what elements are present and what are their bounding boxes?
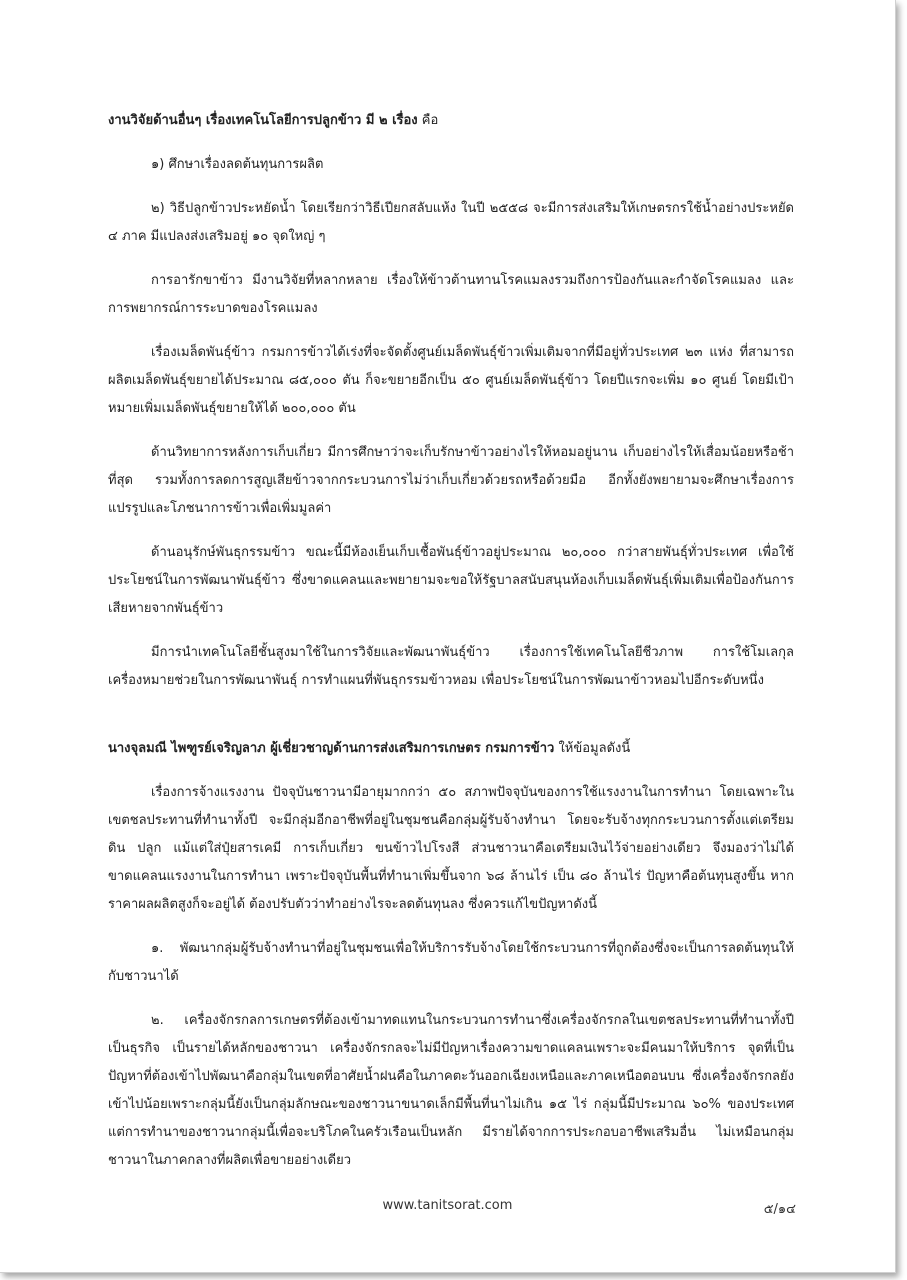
paragraph-labor-hiring: เรื่องการจ้างแรงงาน ปัจจุบันชาวนามีอายุมากกว่า ๕๐ สภาพปัจจุบันของการใช้แรงงานในการทำนา โดยเฉพาะในเขตชลประทานที่ทำนาทั้งปี จะมีกลุ่มอีกอาชีพที่อยู่ในชุมชนคือกลุ่มผู้รับจ้างทำนา โดยจะรับจ้างทุกกระบวนการตั้งแต่เตรียมดิน ปลูก แม้แต่ใส่ปุ๋ยสารเคมี การเก็บเกี่ยว ขนข้าวไปโรงสี ส่วนชาวนาคือเตรียมเงินไว้จ่ายอย่างเดียว จึงมองว่าไม่ได้ขาดแคลนแรงงานในการทำนา เพราะปัจจุบันพื้นที่ทำนาเพิ่มขึ้นจาก ๖๘ ล้านไร่ เป็น ๘๐ ล้านไร่ ปัญหาคือต้นทุนสูงขึ้น หากราคาผลผลิตสูงก็จะอยู่ได้ ต้องปรับตัวว่าทำอย่างไรจะลดต้นทุนลง ซึ่งควรแก้ไขปัญหาดังนี้	[108, 785, 794, 912]
heading-bold-text: นางจุลมณี ไพฑูรย์เจริญลาภ ผู้เชี่ยวชาญด้านการส่งเสริมการเกษตร กรมการข้าว	[108, 741, 555, 756]
paragraph-cost-reduction: ๑) ศึกษาเรื่องลดต้นทุนการผลิต	[151, 157, 324, 172]
heading-bold-text: งานวิจัยด้านอื่นๆ เรื่องเทคโนโลยีการปลูกข้าว มี ๒ เรื่อง	[108, 113, 418, 128]
paragraph-rice-protection: การอารักขาข้าว มีงานวิจัยที่หลากหลาย เรื่องให้ข้าวต้านทานโรคแมลงรวมถึงการป้องกันและกำจัดโรคแมลง และการพยากรณ์การระบาดของโรคแมลง	[108, 273, 794, 316]
footer-page-number: ๕/๑๔	[763, 1202, 796, 1217]
paragraph-high-technology: มีการนำเทคโนโลยีชั้นสูงมาใช้ในการวิจัยและพัฒนาพันธุ์ข้าว เรื่องการใช้เทคโนโลยีชีวภาพ การใช้โมเลกุลเครื่องหมายช่วยในการพัฒนาพันธุ์ การทำแผนที่พันธุกรรมข้าวหอม เพื่อประโยชน์ในการพัฒนาข้าวหอมไปอีกระดับหนึ่ง	[108, 645, 794, 688]
heading-normal-text: คือ	[417, 113, 439, 128]
document-body	[108, 107, 794, 1175]
paragraph-genetic-conservation: ด้านอนุรักษ์พันธุกรรมข้าว ขณะนี้มีห้องเย็นเก็บเชื้อพันธุ์ข้าวอยู่ประมาณ ๒๐,๐๐๐ กว่าสายพันธุ์ทั่วประเทศ เพื่อใช้ประโยชน์ในการพัฒนาพันธุ์ข้าว ซึ่งขาดแคลนและพยายามจะขอให้รัฐบาลสนับสนุนห้องเก็บเมล็ดพันธุ์เพิ่มเติมเพื่อป้องกันการเสียหายจากพันธุ์ข้าว	[108, 545, 794, 616]
paragraph-rice-seed: เรื่องเมล็ดพันธุ์ข้าว กรมการข้าวได้เร่งที่จะจัดตั้งศูนย์เมล็ดพันธุ์ข้าวเพิ่มเติมจากที่มีอยู่ทั่วประเทศ ๒๓ แห่ง ที่สามารถผลิตเมล็ดพันธุ์ขยายได้ประมาณ ๘๕,๐๐๐ ตัน ก็จะขยายอีกเป็น ๕๐ ศูนย์เมล็ดพันธุ์ข้าว โดยปีแรกจะเพิ่ม ๑๐ ศูนย์ โดยมีเป้าหมายเพิ่มเมล็ดพันธุ์ขยายให้ได้ ๒๐๐,๐๐๐ ตัน	[108, 345, 794, 416]
paragraph-contractor-groups: ๑. พัฒนากลุ่มผู้รับจ้างทำนาที่อยู่ในชุมชนเพื่อให้บริการรับจ้างโดยใช้กระบวนการที่ถูกต้องซึ่งจะเป็นการลดต้นทุนให้กับชาวนาได้	[108, 941, 794, 984]
heading-normal-text: ให้ข้อมูลดังนี้	[554, 741, 631, 756]
footer-website-url: www.tanitsorat.com	[382, 1198, 513, 1213]
section-heading-expert-info	[108, 735, 794, 763]
paragraph-agricultural-machinery: ๒. เครื่องจักรกลการเกษตรที่ต้องเข้ามาทดแทนในกระบวนการทำนาซึ่งเครื่องจักรกลในเขตชลประทานที่ทำนาทั้งปีเป็นธุรกิจ เป็นรายได้หลักของชาวนา เครื่องจักรกลจะไม่มีปัญหาเรื่องความขาดแคลนเพราะจะมีคนมาให้บริการ จุดที่เป็นปัญหาที่ต้องเข้าไปพัฒนาคือกลุ่มในเขตที่อาศัยน้ำฝนคือในภาคตะวันออกเฉียงเหนือและภาคเหนือตอนบน ซึ่งเครื่องจักรกลยังเข้าไปน้อยเพราะกลุ่มนี้ยังเป็นกลุ่มลักษณะของชาวนาขนาดเล็กมีพื้นที่นาไม่เกิน ๑๕ ไร่ กลุ่มนี้มีประมาณ ๖๐% ของประเทศ แต่การทำนาของชาวนากลุ่มนี้เพื่อจะบริโภคในครัวเรือนเป็นหลัก มีรายได้จากการประกอบอาชีพเสริมอื่น ไม่เหมือนกลุ่มชาวนาในภาคกลางที่ผลิตเพื่อขายอย่างเดียว	[108, 1013, 794, 1168]
paragraph-post-harvest: ด้านวิทยาการหลังการเก็บเกี่ยว มีการศึกษาว่าจะเก็บรักษาข้าวอย่างไรให้หอมอยู่นาน เก็บอย่างไรให้เสื่อมน้อยหรือช้าที่สุด รวมทั้งการลดการสูญเสียข้าวจากกระบวนการไม่ว่าเก็บเกี่ยวด้วยรถหรือด้วยมือ อีกทั้งยังพยายามจะศึกษาเรื่องการแปรรูปและโภชนาการข้าวเพื่อเพิ่มมูลค่า	[108, 445, 794, 516]
section-heading-other-research	[108, 107, 794, 135]
paragraph-water-saving: ๒) วิธีปลูกข้าวประหยัดน้ำ โดยเรียกว่าวิธีเปียกสลับแห้ง ในปี ๒๕๕๘ จะมีการส่งเสริมให้เกษตรกรใช้น้ำอย่างประหยัด ๔ ภาค มีแปลงส่งเสริมอยู่ ๑๐ จุดใหญ่ ๆ	[108, 201, 794, 244]
